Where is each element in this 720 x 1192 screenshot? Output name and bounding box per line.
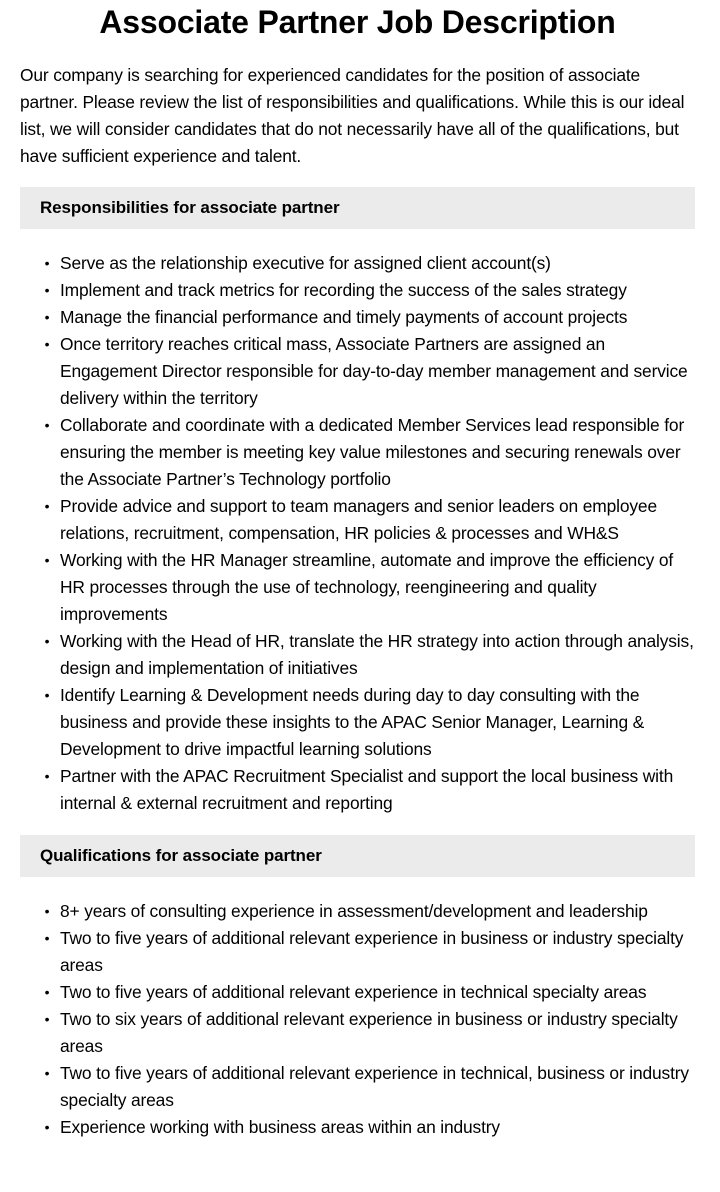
bullet-icon: • (44, 1065, 50, 1081)
list-item (44, 1060, 695, 1114)
list-item-text: Serve as the relationship executive for assigned client account(s) (60, 253, 551, 273)
bullet-icon: • (44, 1011, 50, 1027)
bullet-icon: • (44, 1119, 50, 1135)
bullet-icon: • (44, 309, 50, 325)
list-item-text: Experience working with business areas within an industry (60, 1117, 500, 1137)
list-item-text: Working with the Head of HR, translate the HR strategy into action through analysis, design and implementation of initiatives (60, 631, 694, 678)
bullet-icon: • (44, 552, 50, 568)
qualifications-heading: Qualifications for associate partner (20, 835, 695, 877)
bullet-icon: • (44, 903, 50, 919)
bullet-icon: • (44, 336, 50, 352)
list-item-text: Manage the financial performance and timely payments of account projects (60, 307, 628, 327)
list-item (44, 547, 695, 628)
responsibilities-heading: Responsibilities for associate partner (20, 187, 695, 229)
list-item (44, 682, 695, 763)
list-item-text: Partner with the APAC Recruitment Specialist and support the local business with internal & external recruitment and reporting (60, 766, 674, 813)
list-item-text: Two to five years of additional relevant experience in technical specialty areas (60, 982, 647, 1002)
list-item (44, 763, 695, 817)
list-item (44, 1006, 695, 1060)
list-item (44, 1114, 695, 1141)
list-item (44, 925, 695, 979)
bullet-icon: • (44, 930, 50, 946)
bullet-icon: • (44, 498, 50, 514)
list-item (44, 412, 695, 493)
list-item (44, 898, 695, 925)
list-item-text: Once territory reaches critical mass, Associate Partners are assigned an Engagement Director responsible for day-to-day member management and service delivery within the territory (60, 334, 688, 408)
list-item (44, 277, 695, 304)
list-item-text: Identify Learning & Development needs during day to day consulting with the business and provide these insights to the APAC Senior Manager, Learning & Development to drive impactful learning solutions (60, 685, 645, 759)
list-item-text: Collaborate and coordinate with a dedicated Member Services lead responsible for ensuring the member is meeting key value milestones and securing renewals over the Associate Partner’s Technology portfolio (60, 415, 685, 489)
intro-paragraph: Our company is searching for experienced candidates for the position of associate partner. Please review the list of responsibilities and qualifications. While this is our ideal list, we will consider candidates that do not necessarily have all of the qualifications, but have sufficient experience and talent. (20, 65, 685, 166)
list-item (44, 250, 695, 277)
page-title: Associate Partner Job Description (99, 4, 616, 40)
bullet-icon: • (44, 255, 50, 271)
bullet-icon: • (44, 417, 50, 433)
list-item-text: 8+ years of consulting experience in assessment/development and leadership (60, 901, 648, 921)
list-item (44, 331, 695, 412)
list-item-text: Two to five years of additional relevant experience in business or industry specialty areas (60, 928, 684, 975)
bullet-icon: • (44, 282, 50, 298)
bullet-icon: • (44, 633, 50, 649)
qualifications-list (20, 898, 695, 1141)
bullet-icon: • (44, 768, 50, 784)
list-item (44, 628, 695, 682)
list-item (44, 979, 695, 1006)
bullet-icon: • (44, 984, 50, 1000)
list-item-text: Two to six years of additional relevant experience in business or industry specialty areas (60, 1009, 678, 1056)
list-item-text: Implement and track metrics for recording the success of the sales strategy (60, 280, 627, 300)
responsibilities-list (20, 250, 695, 817)
list-item-text: Two to five years of additional relevant experience in technical, business or industry specialty areas (60, 1063, 689, 1110)
list-item (44, 493, 695, 547)
list-item-text: Working with the HR Manager streamline, automate and improve the efficiency of HR processes through the use of technology, reengineering and quality improvements (60, 550, 674, 624)
list-item (44, 304, 695, 331)
bullet-icon: • (44, 687, 50, 703)
list-item-text: Provide advice and support to team managers and senior leaders on employee relations, recruitment, compensation, HR policies & processes and WH&S (60, 496, 657, 543)
